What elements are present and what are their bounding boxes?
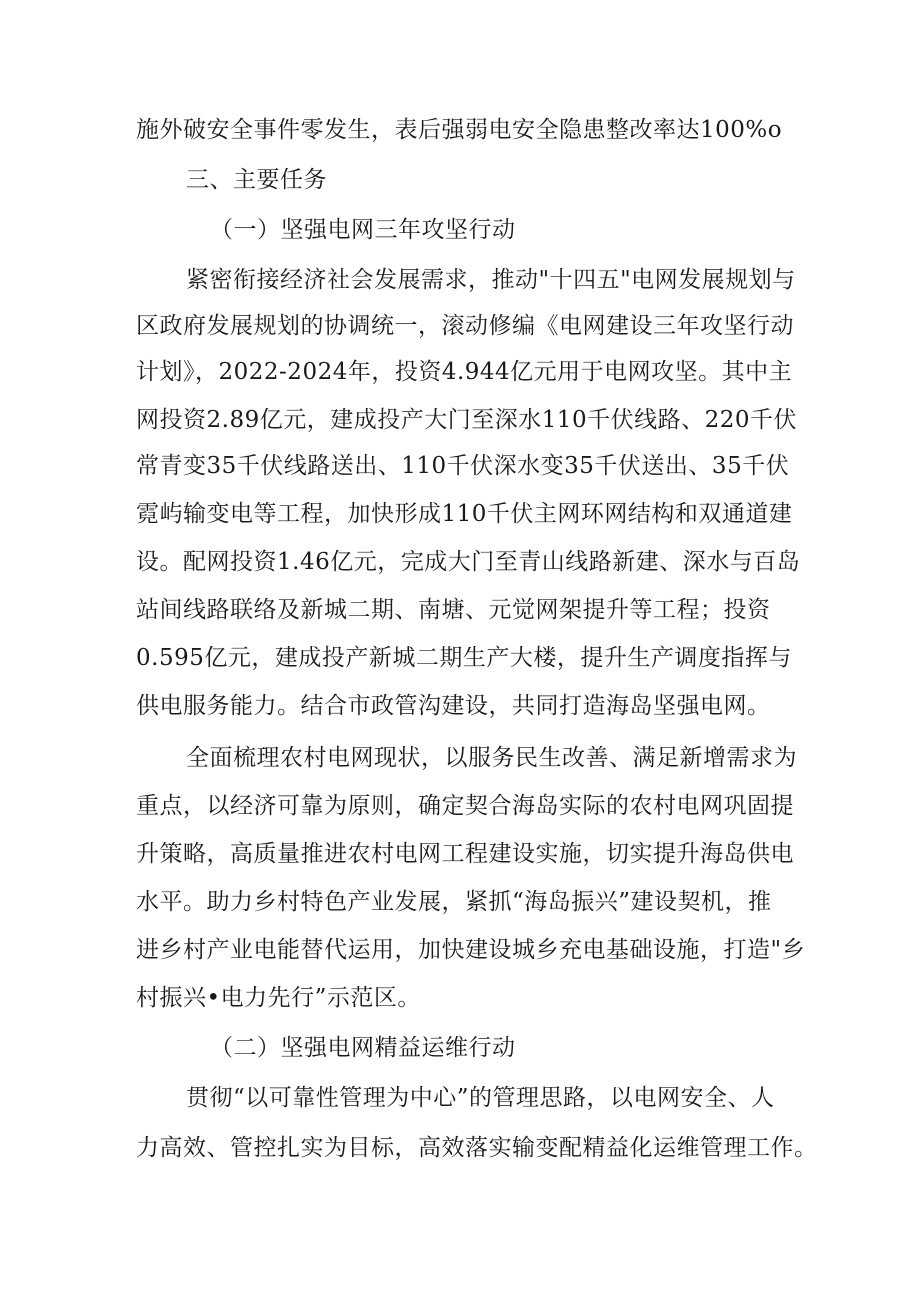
paragraph-line: 网投资2.89亿元，建成投产大门至深水110千伏线路、220千伏 bbox=[136, 407, 798, 433]
paragraph-line: 水平。助力乡村特色产业发展，紧抓“海岛振兴”建设契机，推 bbox=[136, 889, 772, 915]
paragraph-line: 0.595亿元，建成投产新城二期生产大楼，提升生产调度指挥与 bbox=[136, 645, 792, 671]
paragraph-line: 计划》，2022-2024年，投资4.944亿元用于电网攻坚。其中主 bbox=[136, 359, 793, 385]
paragraph-line: 进乡村产业电能替代运用，加快建设城乡充电基础设施，打造"乡 bbox=[136, 937, 806, 963]
paragraph-line: 紧密衔接经济社会发展需求，推动"十四五"电网发展规划与 bbox=[186, 267, 796, 293]
paragraph-line: 供电服务能力。结合市政管沟建设，共同打造海岛坚强电网。 bbox=[136, 693, 771, 719]
paragraph-line: 重点，以经济可靠为原则，确定契合海岛实际的农村电网巩固提 bbox=[136, 793, 794, 819]
subsection-heading: （二）坚强电网精益运维行动 bbox=[210, 1035, 516, 1061]
paragraph-line: 施外破安全事件零发生，表后强弱电安全隐患整改率达100%o bbox=[136, 117, 783, 143]
subsection-heading: （一）坚强电网三年攻坚行动 bbox=[210, 217, 516, 243]
paragraph-line: 常青变35千伏线路送出、110千伏深水变35千伏送出、35千伏 bbox=[136, 453, 790, 479]
paragraph-line: 设。配网投资1.46亿元，完成大门至青山线路新建、深水与百岛 bbox=[136, 549, 801, 575]
paragraph-line: 贯彻“以可靠性管理为中心”的管理思路，以电网安全、人 bbox=[186, 1085, 775, 1111]
paragraph-line: 站间线路联络及新城二期、南塘、元觉网架提升等工程；投资 bbox=[136, 597, 771, 623]
paragraph-line: 区政府发展规划的协调统一，滚动修编《电网建设三年攻坚行动 bbox=[136, 313, 794, 339]
paragraph-line: 全面梳理农村电网现状，以服务民生改善、满足新增需求为 bbox=[186, 745, 797, 771]
paragraph-line: 升策略，高质量推进农村电网工程建设实施，切实提升海岛供电 bbox=[136, 841, 794, 867]
section-heading: 三、主要任务 bbox=[186, 167, 327, 193]
paragraph-line: 霓屿输变电等工程，加快形成110千伏主网环网结构和双通道建 bbox=[136, 501, 793, 527]
paragraph-line: 村振兴•电力先行”示范区。 bbox=[136, 985, 421, 1011]
paragraph-line: 力高效、管控扎实为目标，高效落实输变配精益化运维管理工作。 bbox=[136, 1135, 818, 1161]
